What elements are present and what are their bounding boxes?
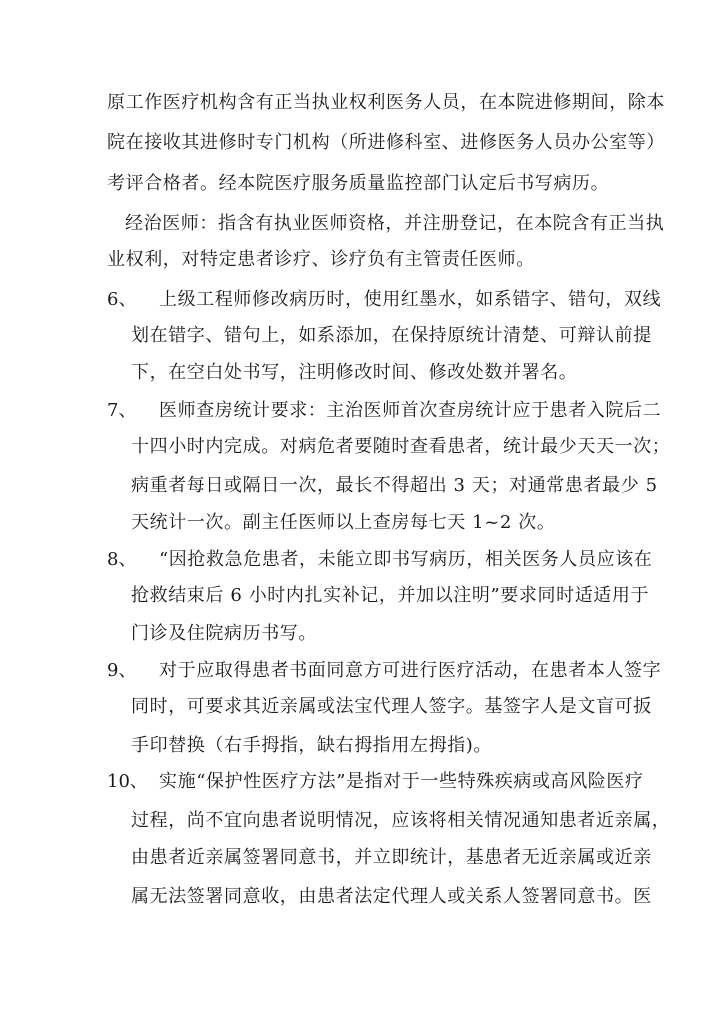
item-number: 6、	[107, 289, 137, 310]
intro-line: 考评合格者。经本院医疗服务质量监控部门认定后书写病历。	[107, 173, 610, 194]
definition-line: 经治医师：指含有执业医师资格，并注册登记，在本院含有正当执	[125, 213, 665, 234]
item-line: 手印替换（右手拇指，缺右拇指用左拇指)。	[131, 735, 493, 756]
definition-line: 业权利，对特定患者诊疗、诊疗负有主管责任医师。	[107, 249, 535, 270]
item-number: 7、	[107, 400, 137, 421]
item-line: 抢救结束后 6 小时内扎实补记，并加以注明”要求同时适适用于	[131, 585, 650, 606]
item-line: 病重者每日或隔日一次，最长不得超出 3 天；对通常患者最少 5	[131, 475, 658, 496]
item-number: 10、	[107, 771, 148, 792]
item-number: 9、	[107, 660, 137, 681]
item-line: 划在错字、错句上，如系添加，在保持原统计清楚、可辩认前提	[131, 325, 652, 346]
item-line: 对于应取得患者书面同意方可进行医疗活动，在患者本人签字	[159, 660, 662, 681]
intro-line: 原工作医疗机构含有正当执业权利医务人员，在本院进修期间，除本	[107, 92, 665, 113]
item-line: “因抢救急危患者，未能立即书写病历，相关医务人员应该在	[159, 549, 653, 570]
item-line: 同时，可要求其近亲属或法宝代理人签字。基签字人是文盲可扳	[131, 696, 652, 717]
intro-line: 院在接收其进修时专门机构（所进修科室、进修医务人员办公室等）	[107, 132, 665, 153]
item-line: 医师查房统计要求：主治医师首次查房统计应于患者入院后二	[159, 400, 662, 421]
item-line: 门诊及住院病历书写。	[131, 623, 317, 644]
item-number: 8、	[107, 549, 137, 570]
item-line: 由患者近亲属签署同意书，并立即统计，基患者无近亲属或近亲	[131, 847, 652, 868]
item-line: 下，在空白处书写，注明修改时间、修改处数并署名。	[131, 362, 578, 383]
item-line: 属无法签署同意收，由患者法定代理人或关系人签署同意书。医	[131, 886, 652, 907]
item-line: 过程，尚不宜向患者说明情况，应该将相关情况通知患者近亲属，	[131, 810, 671, 831]
item-line: 天统计一次。副主任医师以上查房每七天 1~2 次。	[131, 512, 556, 533]
item-line: 十四小时内完成。对病危者要随时查看患者，统计最少天天一次；	[131, 436, 671, 457]
item-line: 上级工程师修改病历时，使用红墨水，如系错字、错句，双线	[159, 289, 662, 310]
item-line: 实施“保护性医疗方法”是指对于一些特殊疾病或高风险医疗	[159, 771, 644, 792]
